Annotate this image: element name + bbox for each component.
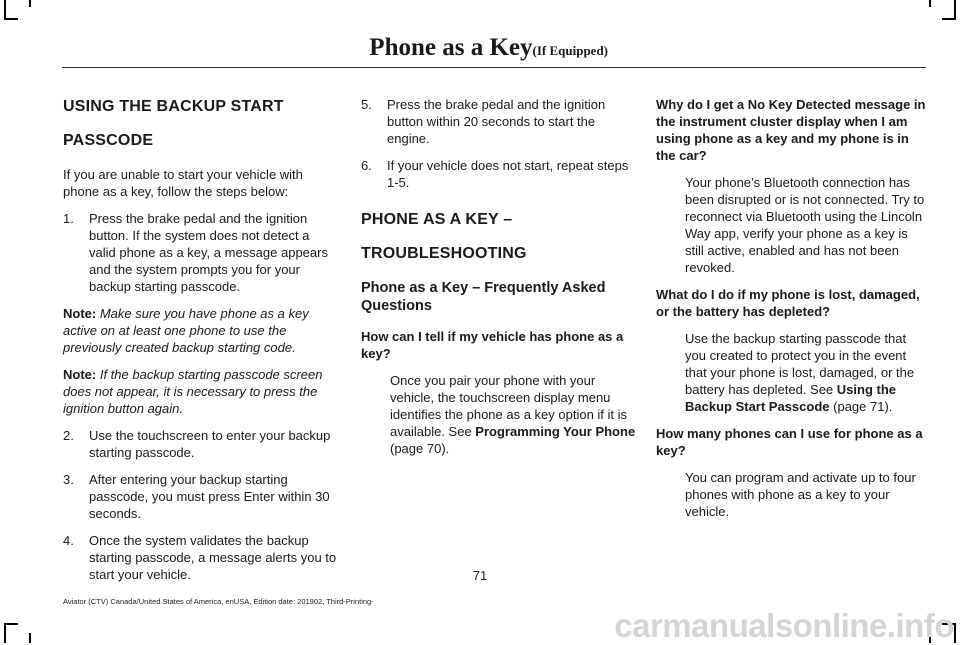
faq-subheading: Phone as a Key – Frequently Asked Questions <box>361 280 606 314</box>
faq-answer <box>361 372 636 457</box>
crop-mark <box>942 18 956 20</box>
step-item <box>361 96 636 147</box>
faq-answer: You can program and activate up to four phones with phone as a key to your vehicle. <box>685 470 916 519</box>
step-number: 3. <box>63 472 74 487</box>
page-reference: (page 70). <box>390 441 450 456</box>
answer-text: Use the backup starting passcode that you created to protect you in the event that your phone is lost, damaged, or the battery has depleted. See <box>685 331 915 397</box>
note-paragraph <box>63 366 338 417</box>
step-text: After entering your backup starting passcode, you must press Enter within 30 seconds. <box>89 472 330 521</box>
heading-line: TROUBLESHOOTING <box>361 245 527 262</box>
watermark: carmanualsonline.info <box>614 607 954 644</box>
footer-edition-text: Aviator (CTV) Canada/United States of America, enUSA, Edition date: 201902, Third-Printing- <box>63 597 374 606</box>
note-label: Note: <box>63 367 97 382</box>
cross-reference-link[interactable]: Programming Your Phone <box>475 424 636 439</box>
heading-line: USING THE BACKUP START <box>63 98 284 115</box>
cross-reference-link[interactable]: Using the Backup Start Passcode <box>685 382 897 414</box>
step-item <box>63 427 338 461</box>
section-heading-backup-start <box>63 96 338 152</box>
crop-mark <box>4 18 18 20</box>
crop-mark <box>4 623 6 643</box>
heading-line: PHONE AS A KEY – <box>361 211 513 228</box>
page-number: 71 <box>472 568 488 583</box>
step-number: 6. <box>361 158 372 173</box>
step-number: 1. <box>63 211 74 226</box>
step-number: 5. <box>361 97 372 112</box>
step-item <box>63 471 338 522</box>
note-paragraph <box>63 305 338 356</box>
page-title-subtitle: (If Equipped) <box>532 43 608 58</box>
step-number: 2. <box>63 428 74 443</box>
faq-answer <box>656 330 930 415</box>
page-title <box>369 34 608 62</box>
right-column <box>656 96 930 530</box>
faq-question: What do I do if my phone is lost, damaged, or the battery has depleted? <box>656 287 920 319</box>
note-label: Note: <box>63 306 97 321</box>
page-reference: (page 71). <box>833 399 893 414</box>
heading-line: PASSCODE <box>63 132 154 149</box>
faq-question: Why do I get a No Key Detected message in the instrument cluster display when I am using phone as a key and my phone is in the car? <box>656 97 926 163</box>
crop-mark <box>4 623 18 625</box>
section-heading-troubleshooting <box>361 209 636 265</box>
step-number: 4. <box>63 533 74 548</box>
header-divider <box>62 67 926 68</box>
page-title-main: Phone as a Key <box>369 34 533 61</box>
crop-mark <box>29 633 31 643</box>
left-column <box>63 96 338 593</box>
step-text: If your vehicle does not start, repeat steps 1-5. <box>387 158 629 190</box>
step-text: Use the touchscreen to enter your backup starting passcode. <box>89 428 331 460</box>
answer-text: Once you pair your phone with your vehicle, the touchscreen display menu identifies the phone as a key option if it is available. See <box>390 373 628 439</box>
intro-paragraph: If you are unable to start your vehicle with phone as a key, follow the steps below: <box>63 167 303 199</box>
step-item <box>63 210 338 295</box>
faq-question: How can I tell if my vehicle has phone as a key? <box>361 329 624 361</box>
step-text: Once the system validates the backup starting passcode, a message alerts you to start your vehicle. <box>89 533 337 582</box>
step-text: Press the brake pedal and the ignition button within 20 seconds to start the engine. <box>387 97 606 146</box>
crop-mark <box>4 0 6 20</box>
crop-mark <box>954 623 956 643</box>
faq-question: How many phones can I use for phone as a key? <box>656 426 923 458</box>
note-text: If the backup starting passcode screen does not appear, it is necessary to press the ignition button again. <box>63 367 323 416</box>
note-text: Make sure you have phone as a key active on at least one phone to use the previously created backup starting code. <box>63 306 309 355</box>
step-text: Press the brake pedal and the ignition button. If the system does not detect a valid phone as a key, a message appears and the system prompts you for your backup starting passcode. <box>89 211 328 294</box>
crop-mark <box>29 0 31 7</box>
crop-mark <box>929 0 931 7</box>
middle-column <box>361 96 636 467</box>
crop-mark <box>954 0 956 20</box>
step-item <box>361 157 636 191</box>
faq-answer: Your phone’s Bluetooth connection has been disrupted or is not connected. Try to reconnect via Bluetooth using the Lincoln Way app, verify your phone as a key is still active, enabled and has not been revoked. <box>685 175 925 275</box>
